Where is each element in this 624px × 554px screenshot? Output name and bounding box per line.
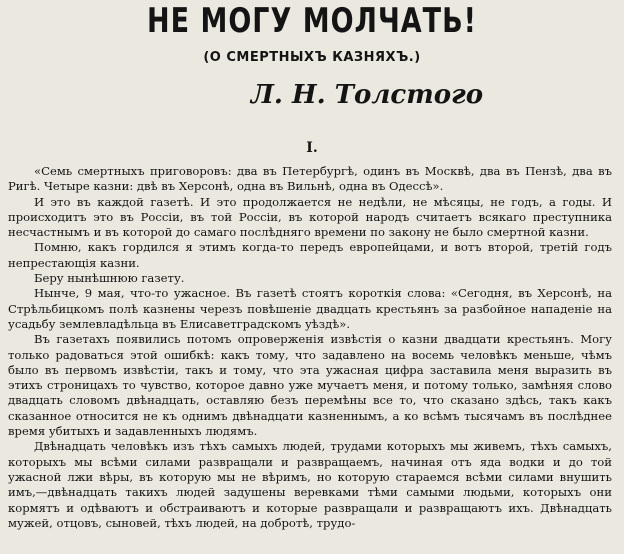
paragraph: Беру нынѣшнюю газету. — [34, 271, 185, 286]
paragraph: Въ газетахъ появились потомъ опроверженія извѣстія о казни двадцати крестьянъ. Могу только радоваться этой ошибкѣ: какъ тому, что задавлено на восемь человѣкъ меньше, чѣмъ было въ первомъ извѣстіи, такъ и тому, что эта ужасная цифра заставила меня выразить въ этихъ строницахъ то чувство, которое давно уже мучаетъ меня, и потому только, замѣняя слово двадцать словомъ двѣнадцать, оставляю безъ перемѣны все то, что сказано здѣсь, такъ какъ сказанное относится не къ однимъ двѣнадцати казненнымъ, а ко всѣмъ тысячамъ въ послѣднее время убитыхъ и задавленныхъ людямъ. — [8, 332, 612, 439]
article-body — [8, 164, 612, 531]
section-number: I. — [306, 140, 318, 156]
article-title: НЕ МОГУ МОЛЧАТЬ! — [147, 2, 477, 41]
article-author: Л. Н. Толстого — [250, 80, 484, 110]
paragraph: И это въ каждой газетѣ. И это продолжается не недѣли, не мѣсяцы, не годъ, а годы. И происходитъ это въ Россіи, въ той Россіи, въ которой народъ считаетъ всякаго преступника несчастнымъ и въ которой до самаго послѣдняго времени по закону не было смертной казни. — [8, 194, 612, 240]
article-subtitle: (О СМЕРТНЫХЪ КАЗНЯХЪ.) — [203, 50, 421, 65]
paragraph: Двѣнадцать человѣкъ изъ тѣхъ самыхъ людей, трудами которыхъ мы живемъ, тѣхъ самыхъ, которыхъ мы всѣми силами развращали и развращаемъ, начиная отъ яда водки и до той ужасной лжи вѣры, въ которую мы не вѣримъ, но которую стараемся всѣми силами внушить имъ,—двѣнадцать такихъ людей задушены веревками тѣми самыми людьми, которыхъ они кормятъ и одѣваютъ и обстраиваютъ и которые развращали и развращаютъ ихъ. Двѣнадцать мужей, отцовъ, сыновей, тѣхъ людей, на добротѣ, трудо- — [8, 439, 612, 530]
paragraph: Нынче, 9 мая, что-то ужасное. Въ газетѣ стоятъ короткія слова: «Сегодня, въ Херсонѣ, на Стрѣльбицкомъ полѣ казнены черезъ повѣшеніе двадцать крестьянъ за разбойное нападеніе на усадьбу землевладѣльца въ Елисаветградскомъ уѣздѣ». — [8, 286, 612, 331]
paragraph: «Семь смертныхъ приговоровъ: два въ Петербургѣ, одинъ въ Москвѣ, два въ Пензѣ, два въ Ригѣ. Четыре казни: двѣ въ Херсонѣ, одна въ Вильнѣ, одна въ Одессѣ». — [8, 164, 612, 194]
paragraph: Помню, какъ гордился я этимъ когда-то передъ европейцами, и вотъ второй, третій годъ непрестающія казни. — [8, 240, 612, 270]
